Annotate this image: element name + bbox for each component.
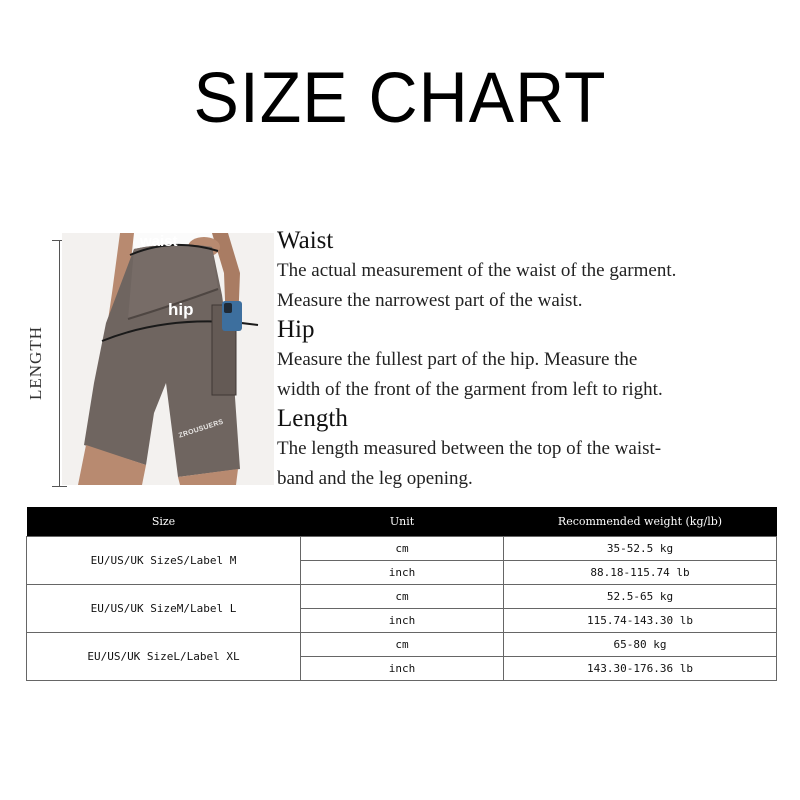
size-table [26, 507, 777, 681]
header-size: Size [27, 507, 301, 537]
table-header-row [27, 507, 777, 537]
size-cell: EU/US/UK SizeS/Label M [27, 537, 301, 585]
ruler-label: LENGTH [26, 326, 46, 400]
size-cell: EU/US/UK SizeL/Label XL [27, 633, 301, 681]
length-line-2: band and the leg opening. [277, 467, 473, 489]
header-weight: Recommended weight (kg/lb) [504, 507, 777, 537]
weight-cell: 65-80 kg [504, 633, 777, 657]
unit-cell: inch [301, 657, 504, 681]
length-heading: Length [277, 405, 348, 432]
header-unit: Unit [301, 507, 504, 537]
product-photo [62, 233, 274, 485]
hip-heading: Hip [277, 316, 315, 343]
unit-cell: cm [301, 633, 504, 657]
weight-cell: 143.30-176.36 lb [504, 657, 777, 681]
unit-cell: cm [301, 537, 504, 561]
weight-cell: 88.18-115.74 lb [504, 561, 777, 585]
table-row [27, 585, 777, 609]
brand-print: ZROUSUERS [178, 418, 225, 440]
weight-cell: 52.5-65 kg [504, 585, 777, 609]
waist-line-2: Measure the narrowest part of the waist. [277, 289, 583, 311]
unit-cell: inch [301, 609, 504, 633]
hip-line-2: width of the front of the garment from left to right. [277, 378, 663, 400]
measurement-definitions [277, 226, 787, 493]
weight-cell: 115.74-143.30 lb [504, 609, 777, 633]
waist-heading: Waist [277, 227, 334, 254]
ruler-bottom-cap [52, 486, 67, 487]
table-row [27, 633, 777, 657]
length-line-1: The length measured between the top of the waist- [277, 438, 662, 459]
weight-cell: 35-52.5 kg [504, 537, 777, 561]
size-cell: EU/US/UK SizeM/Label L [27, 585, 301, 633]
waist-label: waist [140, 233, 178, 250]
unit-cell: inch [301, 561, 504, 585]
table-row [27, 537, 777, 561]
hip-label: hip [168, 300, 194, 319]
page-title: SIZE CHART [193, 58, 607, 138]
waist-line-1: The actual measurement of the waist of the garment. [277, 260, 677, 281]
hip-line-1: Measure the fullest part of the hip. Measure the [277, 349, 638, 370]
unit-cell: cm [301, 585, 504, 609]
ruler-line [59, 240, 60, 486]
